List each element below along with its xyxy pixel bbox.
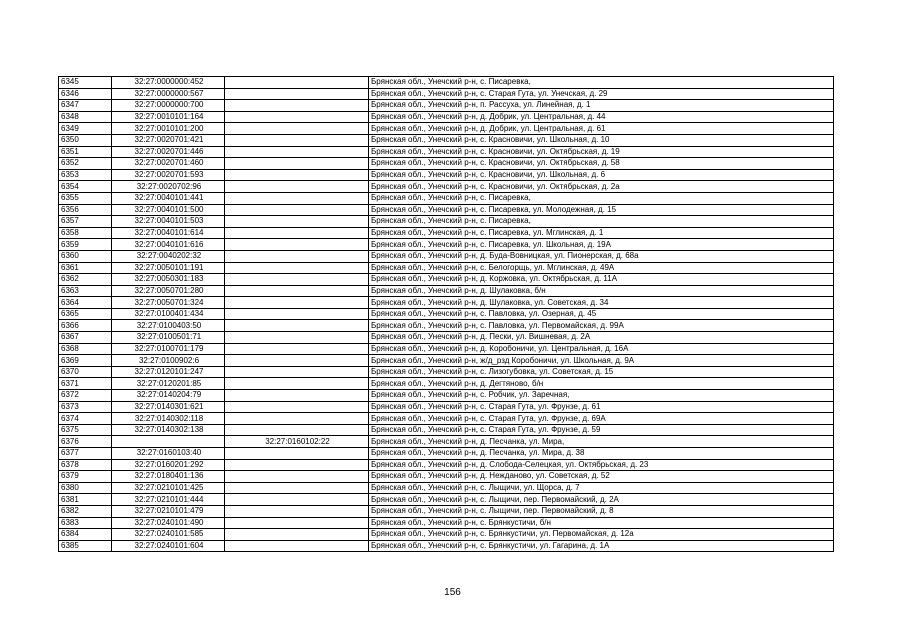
cadastral-number-cell: 32:27:0240101:585 [112, 529, 225, 541]
second-cadastral-number-cell [225, 250, 369, 262]
second-cadastral-number-cell [225, 88, 369, 100]
second-cadastral-number-cell [225, 77, 369, 89]
second-cadastral-number-cell [225, 262, 369, 274]
record-number-cell: 6347 [59, 100, 112, 112]
cadastral-number-cell: 32:27:0000000:452 [112, 77, 225, 89]
table-row [59, 100, 834, 112]
address-cell: Брянская обл., Унечский р-н, с. Красновичи, ул. Октябрьская, д. 19 [369, 146, 834, 158]
record-number-cell: 6357 [59, 216, 112, 228]
address-cell: Брянская обл., Унечский р-н, с. Писаревка, [369, 192, 834, 204]
record-number-cell: 6378 [59, 459, 112, 471]
cadastral-number-cell: 32:27:0010101:200 [112, 123, 225, 135]
table-row [59, 424, 834, 436]
table-row [59, 308, 834, 320]
address-cell: Брянская обл., Унечский р-н, с. Робчик, ул. Заречная, [369, 390, 834, 402]
address-cell: Брянская обл., Унечский р-н, д. Песчанка, ул. Мира, д. 38 [369, 448, 834, 460]
table-row [59, 88, 834, 100]
cadastral-number-cell: 32:27:0020701:460 [112, 158, 225, 170]
address-cell: Брянская обл., Унечский р-н, д. Дегтяново, б/н [369, 378, 834, 390]
table-row [59, 216, 834, 228]
address-cell: Брянская обл., Унечский р-н, с. Брянкустичи, ул. Первомайская, д. 12а [369, 529, 834, 541]
second-cadastral-number-cell [225, 401, 369, 413]
table-row [59, 482, 834, 494]
cadastral-number-cell: 32:27:0100403:50 [112, 320, 225, 332]
address-cell: Брянская обл., Унечский р-н, д. Коробоничи, ул. Центральная, д. 16А [369, 343, 834, 355]
address-cell: Брянская обл., Унечский р-н, с. Брянкустичи, ул. Гагарина, д. 1А [369, 540, 834, 552]
record-number-cell: 6353 [59, 169, 112, 181]
address-cell: Брянская обл., Унечский р-н, д. Коржовка, ул. Октябрьская, д. 11А [369, 274, 834, 286]
cadastral-number-cell: 32:27:0000000:567 [112, 88, 225, 100]
table-row [59, 77, 834, 89]
record-number-cell: 6382 [59, 505, 112, 517]
cadastral-number-cell: 32:27:0050701:324 [112, 297, 225, 309]
cadastral-number-cell: 32:27:0040202:32 [112, 250, 225, 262]
table-row [59, 227, 834, 239]
cadastral-number-cell: 32:27:0020701:421 [112, 134, 225, 146]
table-row [59, 505, 834, 517]
cadastral-number-cell: 32:27:0040101:616 [112, 239, 225, 251]
table-row [59, 262, 834, 274]
second-cadastral-number-cell [225, 366, 369, 378]
table-row [59, 378, 834, 390]
table-row [59, 111, 834, 123]
record-number-cell: 6362 [59, 274, 112, 286]
record-number-cell: 6350 [59, 134, 112, 146]
second-cadastral-number-cell [225, 413, 369, 425]
record-number-cell: 6367 [59, 332, 112, 344]
second-cadastral-number-cell [225, 123, 369, 135]
record-number-cell: 6374 [59, 413, 112, 425]
cadastral-number-cell: 32:27:0040101:614 [112, 227, 225, 239]
cadastral-number-cell: 32:27:0100401:434 [112, 308, 225, 320]
record-number-cell: 6364 [59, 297, 112, 309]
cadastral-number-cell: 32:27:0040101:503 [112, 216, 225, 228]
cadastral-number-cell: 32:27:0160201:292 [112, 459, 225, 471]
record-number-cell: 6368 [59, 343, 112, 355]
cadastral-number-cell: 32:27:0240101:604 [112, 540, 225, 552]
address-cell: Брянская обл., Унечский р-н, с. Лыщичи, пер. Первомайский, д. 2А [369, 494, 834, 506]
record-number-cell: 6363 [59, 285, 112, 297]
table-row [59, 366, 834, 378]
second-cadastral-number-cell [225, 332, 369, 344]
table-row [59, 448, 834, 460]
address-cell: Брянская обл., Унечский р-н, с. Писаревка, ул. Молодежная, д. 15 [369, 204, 834, 216]
record-number-cell: 6346 [59, 88, 112, 100]
table-row [59, 540, 834, 552]
table-body [59, 77, 834, 552]
second-cadastral-number-cell [225, 540, 369, 552]
address-cell: Брянская обл., Унечский р-н, с. Старая Гута, ул. Фрунзе, д. 61 [369, 401, 834, 413]
cadastral-number-cell: 32:27:0140302:118 [112, 413, 225, 425]
address-cell: Брянская обл., Унечский р-н, с. Писаревка, [369, 216, 834, 228]
table-row [59, 390, 834, 402]
address-cell: Брянская обл., Унечский р-н, д. Песчанка, ул. Мира, [369, 436, 834, 448]
cadastral-number-cell: 32:27:0100501:71 [112, 332, 225, 344]
table-row [59, 494, 834, 506]
second-cadastral-number-cell [225, 529, 369, 541]
record-number-cell: 6356 [59, 204, 112, 216]
table-row [59, 401, 834, 413]
record-number-cell: 6385 [59, 540, 112, 552]
table-row [59, 169, 834, 181]
cadastral-number-cell: 32:27:0020701:593 [112, 169, 225, 181]
second-cadastral-number-cell [225, 100, 369, 112]
table-row [59, 285, 834, 297]
table-row [59, 343, 834, 355]
table-row [59, 134, 834, 146]
second-cadastral-number-cell [225, 482, 369, 494]
address-cell: Брянская обл., Унечский р-н, с. Красновичи, ул. Октябрьская, д. 58 [369, 158, 834, 170]
table-row [59, 436, 834, 448]
record-number-cell: 6355 [59, 192, 112, 204]
cadastral-number-cell: 32:27:0000000:700 [112, 100, 225, 112]
record-number-cell: 6380 [59, 482, 112, 494]
address-cell: Брянская обл., Унечский р-н, д. Нежданово, ул. Советская, д. 52 [369, 471, 834, 483]
record-number-cell: 6377 [59, 448, 112, 460]
record-number-cell: 6360 [59, 250, 112, 262]
second-cadastral-number-cell [225, 308, 369, 320]
second-cadastral-number-cell [225, 285, 369, 297]
table-row [59, 204, 834, 216]
record-number-cell: 6349 [59, 123, 112, 135]
record-number-cell: 6381 [59, 494, 112, 506]
record-number-cell: 6376 [59, 436, 112, 448]
address-cell: Брянская обл., Унечский р-н, п. Рассуха, ул. Линейная, д. 1 [369, 100, 834, 112]
record-number-cell: 6358 [59, 227, 112, 239]
address-cell: Брянская обл., Унечский р-н, с. Писаревка, ул. Школьная, д. 19А [369, 239, 834, 251]
table-row [59, 413, 834, 425]
record-number-cell: 6354 [59, 181, 112, 193]
cadastral-number-cell: 32:27:0120101:247 [112, 366, 225, 378]
record-number-cell: 6372 [59, 390, 112, 402]
second-cadastral-number-cell [225, 297, 369, 309]
second-cadastral-number-cell [225, 274, 369, 286]
address-cell: Брянская обл., Унечский р-н, с. Старая Гута, ул. Унечская, д. 29 [369, 88, 834, 100]
address-cell: Брянская обл., Унечский р-н, д. Пески, ул. Вишневая, д. 2А [369, 332, 834, 344]
address-cell: Брянская обл., Унечский р-н, с. Старая Гута, ул. Фрунзе, д. 69А [369, 413, 834, 425]
cadastral-number-cell: 32:27:0140204:79 [112, 390, 225, 402]
table-row [59, 471, 834, 483]
record-number-cell: 6384 [59, 529, 112, 541]
second-cadastral-number-cell [225, 459, 369, 471]
address-cell: Брянская обл., Унечский р-н, с. Красновичи, ул. Октябрьская, д. 2а [369, 181, 834, 193]
address-cell: Брянская обл., Унечский р-н, с. Лизогубовка, ул. Советская, д. 15 [369, 366, 834, 378]
second-cadastral-number-cell [225, 494, 369, 506]
table-row [59, 250, 834, 262]
address-cell: Брянская обл., Унечский р-н, с. Красновичи, ул. Школьная, д. 10 [369, 134, 834, 146]
cadastral-number-cell: 32:27:0020702:96 [112, 181, 225, 193]
record-number-cell: 6373 [59, 401, 112, 413]
second-cadastral-number-cell [225, 111, 369, 123]
record-number-cell: 6348 [59, 111, 112, 123]
cadastral-number-cell: 32:27:0210101:444 [112, 494, 225, 506]
address-cell: Брянская обл., Унечский р-н, ж/д_рзд Коробоничи, ул. Школьная, д. 9А [369, 355, 834, 367]
cadastral-number-cell: 32:27:0180401:136 [112, 471, 225, 483]
record-number-cell: 6351 [59, 146, 112, 158]
record-number-cell: 6361 [59, 262, 112, 274]
table-row [59, 239, 834, 251]
record-number-cell: 6365 [59, 308, 112, 320]
second-cadastral-number-cell [225, 204, 369, 216]
table-row [59, 297, 834, 309]
cadastral-number-cell: 32:27:0140301:621 [112, 401, 225, 413]
second-cadastral-number-cell [225, 158, 369, 170]
cadastral-number-cell: 32:27:0050101:191 [112, 262, 225, 274]
table-row [59, 181, 834, 193]
second-cadastral-number-cell [225, 378, 369, 390]
cadastral-number-cell: 32:27:0160103:40 [112, 448, 225, 460]
second-cadastral-number-cell [225, 517, 369, 529]
table-row [59, 332, 834, 344]
second-cadastral-number-cell [225, 227, 369, 239]
record-number-cell: 6379 [59, 471, 112, 483]
address-cell: Брянская обл., Унечский р-н, д. Слобода-Селецкая, ул. Октябрьская, д. 23 [369, 459, 834, 471]
record-number-cell: 6375 [59, 424, 112, 436]
address-cell: Брянская обл., Унечский р-н, с. Лыщичи, ул. Щорса, д. 7 [369, 482, 834, 494]
second-cadastral-number-cell [225, 390, 369, 402]
address-cell: Брянская обл., Унечский р-н, д. Шулаковка, ул. Советская, д. 34 [369, 297, 834, 309]
address-cell: Брянская обл., Унечский р-н, с. Писаревка, [369, 77, 834, 89]
address-cell: Брянская обл., Унечский р-н, д. Добрик, ул. Центральная, д. 61 [369, 123, 834, 135]
cadastral-number-cell: 32:27:0040101:441 [112, 192, 225, 204]
second-cadastral-number-cell [225, 216, 369, 228]
second-cadastral-number-cell [225, 505, 369, 517]
address-cell: Брянская обл., Унечский р-н, с. Старая Гута, ул. Фрунзе, д. 59 [369, 424, 834, 436]
table-row [59, 158, 834, 170]
address-cell: Брянская обл., Унечский р-н, с. Красновичи, ул. Школьная, д. 6 [369, 169, 834, 181]
record-number-cell: 6345 [59, 77, 112, 89]
second-cadastral-number-cell [225, 239, 369, 251]
table-row [59, 529, 834, 541]
second-cadastral-number-cell [225, 355, 369, 367]
second-cadastral-number-cell [225, 448, 369, 460]
page-number: 156 [444, 587, 461, 598]
record-number-cell: 6370 [59, 366, 112, 378]
address-cell: Брянская обл., Унечский р-н, д. Буда-Вовницкая, ул. Пионерская, д. 68а [369, 250, 834, 262]
cadastral-number-cell: 32:27:0040101:500 [112, 204, 225, 216]
record-number-cell: 6369 [59, 355, 112, 367]
second-cadastral-number-cell [225, 192, 369, 204]
address-cell: Брянская обл., Унечский р-н, с. Брянкустичи, б/н [369, 517, 834, 529]
record-number-cell: 6371 [59, 378, 112, 390]
cadastral-number-cell: 32:27:0010101:164 [112, 111, 225, 123]
address-cell: Брянская обл., Унечский р-н, с. Павловка, ул. Озерная, д. 45 [369, 308, 834, 320]
cadastral-number-cell: 32:27:0210101:479 [112, 505, 225, 517]
cadastral-number-cell: 32:27:0210101:425 [112, 482, 225, 494]
record-number-cell: 6352 [59, 158, 112, 170]
cadastral-number-cell: 32:27:0120201:85 [112, 378, 225, 390]
table-row [59, 320, 834, 332]
cadastral-number-cell: 32:27:0050701:280 [112, 285, 225, 297]
cadastral-number-cell [112, 436, 225, 448]
record-number-cell: 6383 [59, 517, 112, 529]
address-cell: Брянская обл., Унечский р-н, д. Шулаковка, б/н [369, 285, 834, 297]
table-row [59, 274, 834, 286]
second-cadastral-number-cell [225, 320, 369, 332]
cadastral-number-cell: 32:27:0140302:138 [112, 424, 225, 436]
second-cadastral-number-cell [225, 146, 369, 158]
second-cadastral-number-cell [225, 424, 369, 436]
address-cell: Брянская обл., Унечский р-н, с. Павловка, ул. Первомайская, д. 99А [369, 320, 834, 332]
record-number-cell: 6366 [59, 320, 112, 332]
second-cadastral-number-cell [225, 169, 369, 181]
table-row [59, 517, 834, 529]
cadastral-number-cell: 32:27:0020701:446 [112, 146, 225, 158]
second-cadastral-number-cell [225, 343, 369, 355]
table-row [59, 192, 834, 204]
table-row [59, 355, 834, 367]
second-cadastral-number-cell [225, 181, 369, 193]
address-cell: Брянская обл., Унечский р-н, с. Лыщичи, пер. Первомайский, д. 8 [369, 505, 834, 517]
cadastral-number-cell: 32:27:0050301:183 [112, 274, 225, 286]
record-number-cell: 6359 [59, 239, 112, 251]
address-cell: Брянская обл., Унечский р-н, с. Белогорщь, ул. Мглинская, д. 49А [369, 262, 834, 274]
second-cadastral-number-cell [225, 134, 369, 146]
property-register-table [58, 76, 834, 552]
table-row [59, 146, 834, 158]
cadastral-number-cell: 32:27:0100701:179 [112, 343, 225, 355]
second-cadastral-number-cell [225, 471, 369, 483]
table-row [59, 459, 834, 471]
table-row [59, 123, 834, 135]
address-cell: Брянская обл., Унечский р-н, с. Писаревка, ул. Мглинская, д. 1 [369, 227, 834, 239]
address-cell: Брянская обл., Унечский р-н, д. Добрик, ул. Центральная, д. 44 [369, 111, 834, 123]
second-cadastral-number-cell: 32:27:0160102:22 [225, 436, 369, 448]
cadastral-number-cell: 32:27:0100902:6 [112, 355, 225, 367]
cadastral-number-cell: 32:27:0240101:490 [112, 517, 225, 529]
